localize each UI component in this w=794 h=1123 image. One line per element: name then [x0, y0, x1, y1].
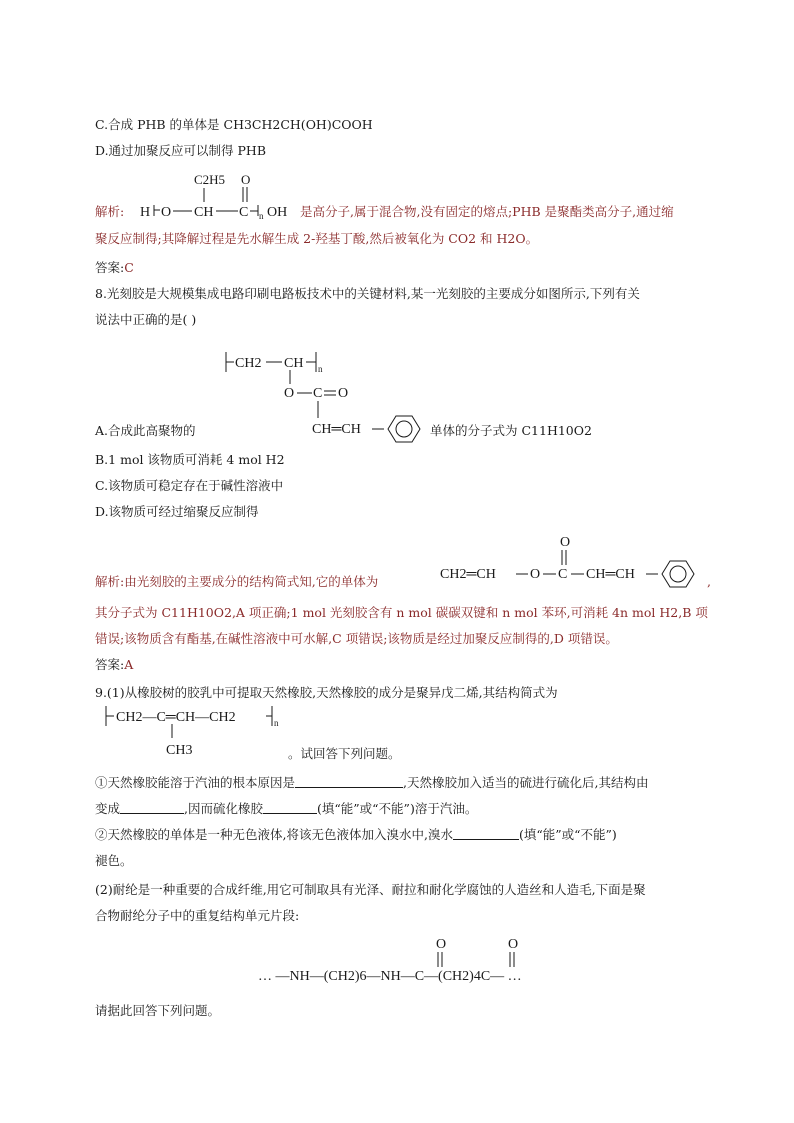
- q9-sub1-line1: [95, 773, 648, 793]
- answer-blank-1[interactable]: [295, 775, 403, 788]
- nylon-carbonyl-o-1: O: [436, 937, 447, 952]
- analysis-8-label: 解析:: [95, 574, 125, 589]
- q8-stem-b: 说法中正确的是( ): [95, 312, 197, 327]
- phb-c: C: [239, 205, 249, 220]
- mono-o: O: [530, 567, 541, 582]
- phb-o: O: [161, 205, 172, 220]
- answer-blank-2[interactable]: [120, 801, 184, 814]
- q9-sub1-text-d: ,因而硫化橡胶: [184, 801, 263, 816]
- mono-c: C: [558, 567, 568, 582]
- q8-option-a-post: 单体的分子式为 C11H10O2: [430, 423, 592, 438]
- pr-chch: CH═CH: [312, 422, 361, 437]
- q9-part2-b: 合物耐纶分子中的重复结构单元片段:: [95, 908, 300, 923]
- q8-stem-a: 8.光刻胶是大规模集成电路印刷电路板技术中的关键材料,某一光刻胶的主要成分如图所示,下列有关: [95, 286, 640, 301]
- phb-ethyl: C2H5: [194, 172, 226, 187]
- q8-option-c: C.该物质可稳定存在于碱性溶液中: [95, 478, 284, 493]
- q9-end: 请据此回答下列问题。: [95, 1003, 221, 1018]
- rubber-n: n: [274, 718, 279, 728]
- q9-sub1-text-a: ①天然橡胶能溶于汽油的根本原因是: [95, 775, 296, 790]
- phb-oh: OH: [267, 205, 288, 220]
- q9-sub1-text-b: ,天然橡胶加入适当的硫进行硫化后,其结构由: [403, 775, 649, 790]
- answer-blank-3[interactable]: [263, 801, 317, 814]
- phb-ch: CH: [194, 205, 214, 220]
- answer-value: C: [124, 260, 134, 275]
- answer-blank-4[interactable]: [453, 827, 519, 840]
- analysis-8-text-c: 错误;该物质含有酯基,在碱性溶液中可水解,C 项错误;该物质是经过加聚反应制得的,D 项错误。: [95, 631, 618, 646]
- q9-sub1-line2: [95, 799, 477, 819]
- phb-n: n: [259, 211, 264, 221]
- option-d: D.通过加聚反应可以制得 PHB: [95, 143, 267, 158]
- pr-n: n: [318, 364, 323, 374]
- analysis-7-text-b: 聚反应制得;其降解过程是先水解生成 2-羟基丁酸,然后被氧化为 CO2 和 H2O。: [95, 231, 539, 246]
- analysis-8-a: [95, 572, 378, 592]
- phb-h: H: [140, 205, 151, 220]
- phb-structure: [140, 168, 300, 224]
- answer-label: 答案:: [95, 657, 125, 672]
- analysis-8-text-b: 其分子式为 C11H10O2,A 项正确;1 mol 光刻胶含有 n mol 碳碳双键和 n mol 苯环,可消耗 4n mol H2,B 项: [95, 605, 708, 620]
- pr-carbonyl-o: O: [338, 386, 349, 401]
- q9-sub2-line1: [95, 825, 617, 845]
- option-c: C.合成 PHB 的单体是 CH3CH2CH(OH)COOH: [95, 117, 373, 132]
- mono-chch: CH═CH: [586, 567, 635, 582]
- q9-sub2-text-b: (填“能”或“不能”): [518, 827, 617, 842]
- nylon-structure: [258, 934, 558, 986]
- rubber-chain: CH2—C═CH—CH2: [116, 710, 236, 725]
- pr-ch: CH: [284, 356, 304, 371]
- q9-intro: 9.(1)从橡胶树的胶乳中可提取天然橡胶,天然橡胶的成分是聚异戊二烯,其结构简式为: [95, 685, 558, 700]
- q9-tail: 。试回答下列问题。: [288, 746, 401, 761]
- phb-carbonyl-o: O: [241, 172, 251, 187]
- photoresist-structure: [220, 352, 440, 452]
- monomer-structure: [440, 532, 710, 594]
- q8-option-d: D.该物质可经过缩聚反应制得: [95, 504, 259, 519]
- analysis-8-comma: ,: [707, 574, 711, 589]
- mono-ch2ch: CH2═CH: [440, 567, 496, 582]
- rubber-structure: [100, 704, 290, 760]
- q9-sub1-text-e: (填“能”或“不能”)溶于汽油。: [317, 801, 478, 816]
- pr-o: O: [284, 386, 295, 401]
- analysis-8-text-a: 由光刻胶的主要成分的结构简式知,它的单体为: [124, 574, 379, 589]
- rubber-ch3: CH3: [166, 743, 193, 758]
- q9-part2-a: (2)耐纶是一种重要的合成纤维,用它可制取具有光泽、耐拉和耐化学腐蚀的人造丝和人造毛,下面是聚: [95, 882, 646, 897]
- mono-carbonyl-o: O: [560, 535, 571, 550]
- pr-ch2: CH2: [235, 356, 262, 371]
- pr-c: C: [313, 386, 323, 401]
- q8-option-b: B.1 mol 该物质可消耗 4 mol H2: [95, 452, 285, 467]
- answer-value: A: [124, 657, 134, 672]
- q9-sub1-text-c: 变成: [95, 801, 121, 816]
- nylon-chain: … —NH—(CH2)6—NH—C—(CH2)4C— …: [258, 969, 522, 984]
- q8-option-a-pre: A.合成此高聚物的: [95, 423, 196, 438]
- q9-sub2-text-a: ②天然橡胶的单体是一种无色液体,将该无色液体加入溴水中,溴水: [95, 827, 453, 842]
- analysis-7-text-a: 是高分子,属于混合物,没有固定的熔点;PHB 是聚酯类高分子,通过缩: [300, 204, 674, 219]
- answer-7: [95, 258, 134, 278]
- q9-sub2-line2: 褪色。: [95, 853, 133, 868]
- answer-label: 答案:: [95, 260, 125, 275]
- analysis-7-label: 解析:: [95, 204, 125, 219]
- answer-8: [95, 655, 133, 675]
- nylon-carbonyl-o-2: O: [508, 937, 519, 952]
